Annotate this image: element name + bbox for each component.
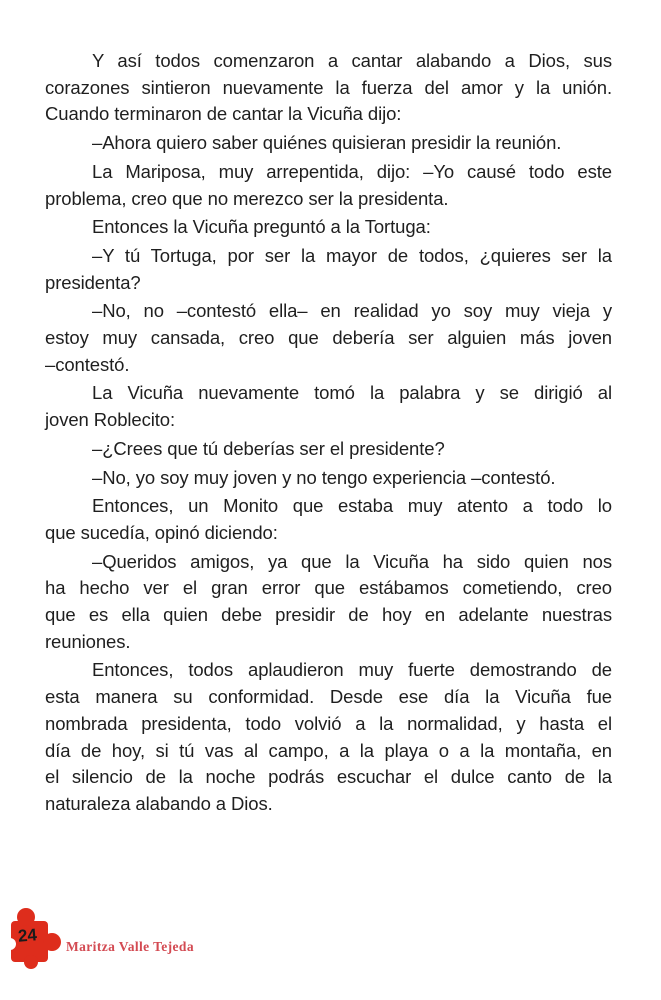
paragraph <box>45 48 612 128</box>
text-line: –¿Crees que tú deberías ser el presidente? <box>92 437 445 459</box>
text-line: joven Roblecito: <box>45 409 176 431</box>
text-line: La Mariposa, muy arrepentida, dijo: –Yo causé todo este <box>92 160 612 182</box>
text-line: Entonces, un Monito que estaba muy atento a todo lo <box>92 495 612 517</box>
text-line: Cuando terminaron de cantar la Vicuña dijo: <box>45 103 402 125</box>
text-line: –No, no –contestó ella– en realidad yo soy muy vieja y <box>92 300 612 322</box>
text-line: corazones sintieron nuevamente la fuerza del amor y la unión. <box>45 76 612 98</box>
page-number: 24 <box>17 925 38 946</box>
text-line: –Y tú Tortuga, por ser la mayor de todos, ¿quieres ser la <box>92 244 612 266</box>
text-line: día de hoy, si tú vas al campo, a la playa o a la montaña, en <box>45 739 612 761</box>
paragraph <box>45 243 612 296</box>
page-footer <box>0 902 661 972</box>
text-line: reuniones. <box>45 630 131 652</box>
text-line: nombrada presidenta, todo volvió a la normalidad, y hasta el <box>45 712 612 734</box>
paragraph <box>45 436 612 463</box>
text-line: que es ella quien debe presidir de hoy en adelante nuestras <box>45 604 612 626</box>
text-line: ha hecho ver el gran error que estábamos cometiendo, creo <box>45 577 612 599</box>
text-line: –contestó. <box>45 353 130 375</box>
paragraph <box>45 465 612 492</box>
text-line: presidenta? <box>45 271 141 293</box>
text-line: que sucedía, opinó diciendo: <box>45 521 278 543</box>
text-line: el silencio de la noche podrás escuchar el dulce canto de la <box>45 766 612 788</box>
author-name: Maritza Valle Tejeda <box>66 939 194 954</box>
text-line: problema, creo que no merezco ser la presidenta. <box>45 187 449 209</box>
text-line: –No, yo soy muy joven y no tengo experiencia –contestó. <box>92 466 556 488</box>
text-line: esta manera su conformidad. Desde ese día la Vicuña fue <box>45 686 612 708</box>
paragraph <box>45 298 612 378</box>
paragraph <box>45 159 612 212</box>
paragraph <box>45 380 612 433</box>
text-line: –Queridos amigos, ya que la Vicuña ha sido quien nos <box>92 550 612 572</box>
paragraph <box>45 214 612 241</box>
paragraph <box>45 549 612 656</box>
text-line: La Vicuña nuevamente tomó la palabra y se dirigió al <box>92 382 612 404</box>
story-text <box>45 48 612 820</box>
paragraph <box>45 493 612 546</box>
paragraph <box>45 657 612 817</box>
text-line: naturaleza alabando a Dios. <box>45 792 273 814</box>
page-number-badge <box>6 906 68 970</box>
text-line: Y así todos comenzaron a cantar alabando a Dios, sus <box>92 50 612 71</box>
text-line: Entonces la Vicuña preguntó a la Tortuga: <box>92 216 431 238</box>
text-line: estoy muy cansada, creo que debería ser alguien más joven <box>45 327 612 349</box>
text-line: Entonces, todos aplaudieron muy fuerte demostrando de <box>92 659 612 681</box>
text-line: –Ahora quiero saber quiénes quisieran presidir la reunión. <box>92 132 562 154</box>
paragraph <box>45 130 612 157</box>
